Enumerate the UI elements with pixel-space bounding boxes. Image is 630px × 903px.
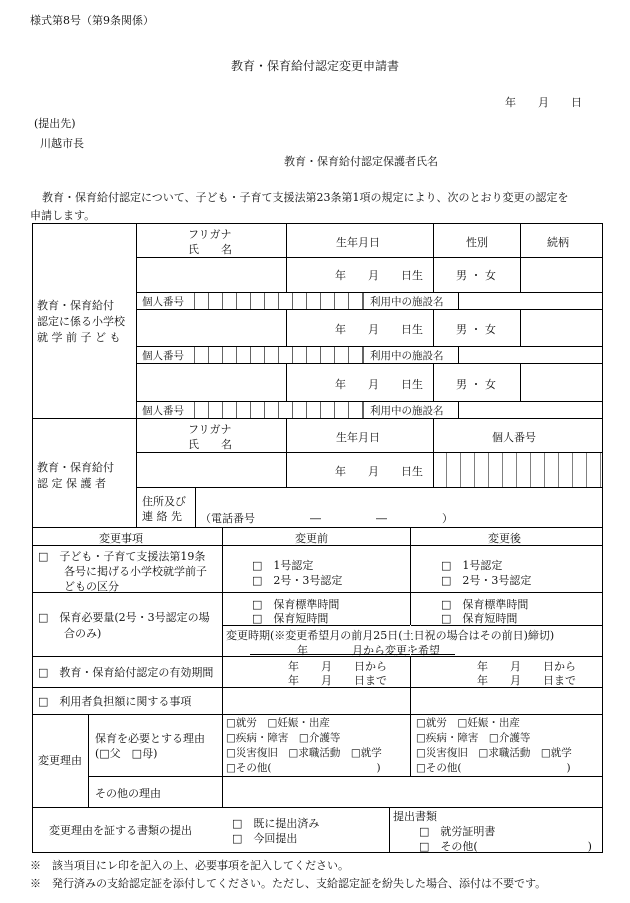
reason-before-l4[interactable]: □その他( ) bbox=[226, 762, 381, 774]
row1-after-opt2[interactable]: □ 2号・3号認定 bbox=[441, 574, 532, 587]
reason-after-l1[interactable]: □就労 □妊娠・出産 bbox=[416, 717, 520, 729]
child-section-label-2: 認定に係る小学校 bbox=[37, 315, 125, 328]
note-2: ※ 発行済みの支給認定証を添付してください。ただし、支給認定証を紛失した場合、添付は不要です。 bbox=[30, 877, 547, 890]
row2-before-opt1[interactable]: □ 保育標準時間 bbox=[252, 598, 340, 611]
guardian-id-boxes[interactable] bbox=[433, 452, 603, 487]
guardian-section-label-2: 認 定 保 護 者 bbox=[37, 477, 106, 490]
guardian-id-header: 個人番号 bbox=[492, 431, 536, 444]
child2-id-boxes[interactable] bbox=[194, 346, 364, 363]
row1-after-opt1[interactable]: □ 1号認定 bbox=[441, 559, 503, 572]
child1-facility-label: 利用中の施設名 bbox=[370, 296, 444, 308]
row1-before-opt1[interactable]: □ 1号認定 bbox=[252, 559, 314, 572]
row3-after-to[interactable]: 年 月 日まで bbox=[477, 674, 576, 687]
changes-header-after: 変更後 bbox=[488, 532, 521, 545]
child2-id-label: 個人番号 bbox=[142, 350, 184, 362]
child2-facility-label: 利用中の施設名 bbox=[370, 350, 444, 362]
changes-header-item: 変更事項 bbox=[99, 532, 143, 545]
proof-label: 変更理由を証する書類の提出 bbox=[49, 824, 192, 837]
page-title: 教育・保育給付認定変更申請書 bbox=[231, 59, 400, 73]
child3-gender: 男 ・ 女 bbox=[456, 378, 496, 391]
row4-item[interactable]: □ 利用者負担額に関する事項 bbox=[38, 695, 192, 708]
reason-other: その他の理由 bbox=[95, 787, 161, 800]
proof-doc1[interactable]: □ 就労証明書 bbox=[419, 825, 496, 838]
child-furigana-header: フリガナ bbox=[188, 228, 232, 241]
intro-line-2: 申請します。 bbox=[30, 209, 96, 222]
proof-opt1[interactable]: □ 既に提出済み bbox=[232, 817, 320, 830]
row2-after-opt2[interactable]: □ 保育短時間 bbox=[441, 612, 518, 625]
submit-to-label: (提出先) bbox=[34, 117, 76, 130]
child3-id-boxes[interactable] bbox=[194, 401, 364, 418]
guardian-furigana-header: フリガナ bbox=[188, 423, 232, 436]
reason-before-l2[interactable]: □疾病・障害 □介護等 bbox=[226, 732, 341, 744]
row2-before-opt2[interactable]: □ 保育短時間 bbox=[252, 612, 329, 625]
row2-after-opt1[interactable]: □ 保育標準時間 bbox=[441, 598, 529, 611]
row1-item-2: 各号に掲げる小学校就学前子 bbox=[64, 565, 207, 578]
address-label-2: 連 絡 先 bbox=[142, 510, 182, 523]
row1-item-3: どもの区分 bbox=[64, 580, 119, 593]
address-label-1: 住所及び bbox=[142, 495, 186, 508]
reason-need-1: 保育を必要とする理由 bbox=[95, 732, 205, 745]
row1-before-opt2[interactable]: □ 2号・3号認定 bbox=[252, 574, 343, 587]
form-number: 様式第8号（第9条関係） bbox=[30, 14, 154, 27]
reason-label: 変更理由 bbox=[38, 754, 82, 767]
row3-item[interactable]: □ 教育・保育給付認定の有効期間 bbox=[38, 666, 214, 679]
note-1: ※ 該当項目にレ印を記入の上、必要事項を記入してください。 bbox=[30, 859, 349, 872]
proof-opt2[interactable]: □ 今回提出 bbox=[232, 832, 298, 845]
applicant-label: 教育・保育給付認定保護者氏名 bbox=[284, 155, 438, 168]
date-line: 年 月 日 bbox=[505, 96, 582, 109]
proof-doc2[interactable]: □ その他( ) bbox=[419, 840, 592, 853]
row2-item-2: 合のみ) bbox=[64, 627, 102, 640]
row1-item-1[interactable]: □ 子ども・子育て支援法第19条 bbox=[38, 550, 206, 563]
guardian-section-label-1: 教育・保育給付 bbox=[37, 461, 114, 474]
reason-after-l2[interactable]: □疾病・障害 □介護等 bbox=[416, 732, 531, 744]
row2-period: 変更時期(※変更希望月の前月25日(土日祝の場合はその前日)締切) bbox=[226, 629, 555, 642]
row3-before-to[interactable]: 年 月 日まで bbox=[288, 674, 387, 687]
child1-id-boxes[interactable] bbox=[194, 292, 364, 309]
guardian-birth: 年 月 日生 bbox=[335, 465, 423, 478]
reason-need-2[interactable]: (□父 □母) bbox=[95, 747, 158, 760]
guardian-birth-header: 生年月日 bbox=[336, 431, 380, 444]
row3-after-from[interactable]: 年 月 日から bbox=[477, 660, 576, 673]
reason-before-l1[interactable]: □就労 □妊娠・出産 bbox=[226, 717, 330, 729]
child-section-label-1: 教育・保育給付 bbox=[37, 299, 114, 312]
child3-birth: 年 月 日生 bbox=[335, 378, 423, 391]
child-section-label-3: 就 学 前 子 ど も bbox=[37, 331, 121, 344]
child-name-header: 氏 名 bbox=[188, 243, 232, 256]
proof-docs-label: 提出書類 bbox=[393, 810, 437, 823]
child1-id-label: 個人番号 bbox=[142, 296, 184, 308]
reason-after-l4[interactable]: □その他( ) bbox=[416, 762, 571, 774]
row2-item-1[interactable]: □ 保育必要量(2号・3号認定の場 bbox=[38, 611, 210, 624]
child-gender-header: 性別 bbox=[466, 236, 488, 249]
reason-before-l3[interactable]: □災害復旧 □求職活動 □就学 bbox=[226, 747, 382, 759]
child2-gender: 男 ・ 女 bbox=[456, 323, 496, 336]
reason-after-l3[interactable]: □災害復旧 □求職活動 □就学 bbox=[416, 747, 572, 759]
intro-line-1: 教育・保育給付認定について、子ども・子育て支援法第23条第1項の規定により、次のとおり変更の認定を bbox=[42, 191, 569, 204]
row3-before-from[interactable]: 年 月 日から bbox=[288, 660, 387, 673]
changes-header-before: 変更前 bbox=[295, 532, 328, 545]
guardian-name-header: 氏 名 bbox=[188, 438, 232, 451]
child-birth-header: 生年月日 bbox=[336, 236, 380, 249]
child3-facility-label: 利用中の施設名 bbox=[370, 405, 444, 417]
child3-id-label: 個人番号 bbox=[142, 405, 184, 417]
child1-birth: 年 月 日生 bbox=[335, 269, 423, 282]
child1-gender: 男 ・ 女 bbox=[456, 269, 496, 282]
phone-field[interactable]: （電話番号 ― ― ） bbox=[200, 512, 453, 525]
child-relation-header: 続柄 bbox=[547, 236, 569, 249]
child2-birth: 年 月 日生 bbox=[335, 323, 423, 336]
row2-period-2[interactable]: 年 月から変更を希望 bbox=[297, 644, 440, 657]
submit-to: 川越市長 bbox=[40, 137, 84, 150]
